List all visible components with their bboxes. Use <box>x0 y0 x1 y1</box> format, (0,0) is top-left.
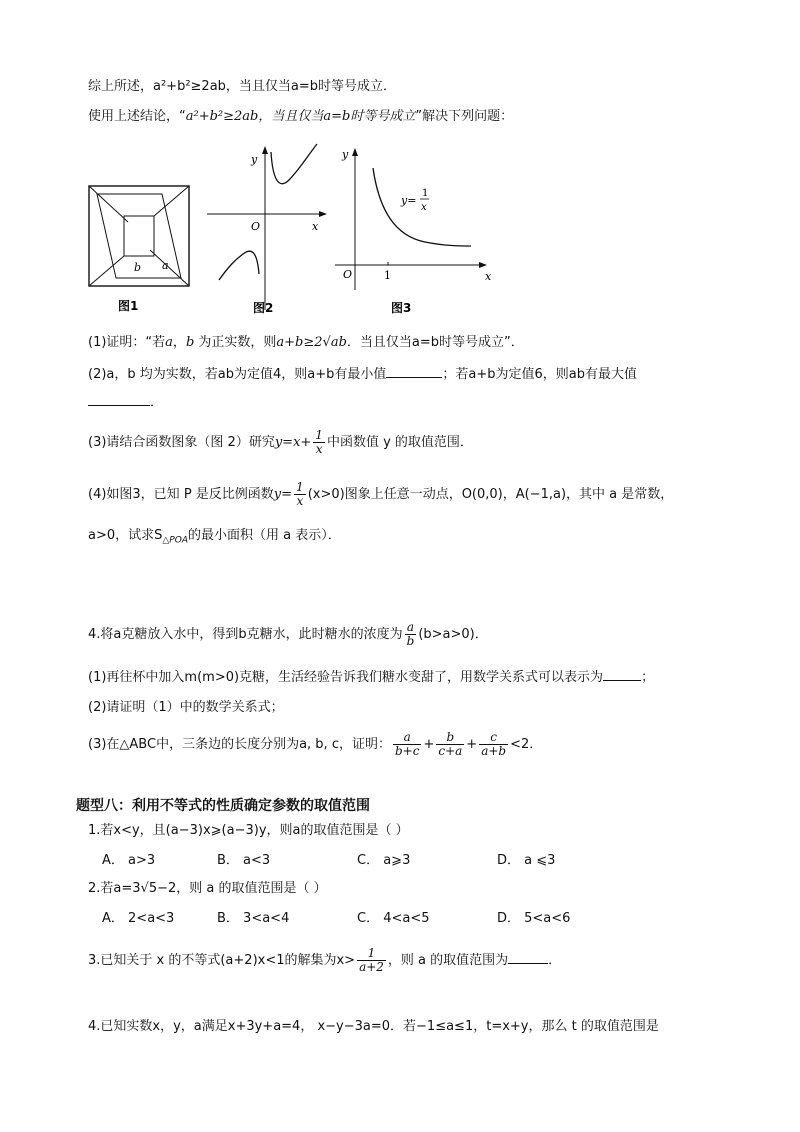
s1-option-c[interactable]: C． a⩾3 <box>357 853 411 868</box>
q3-p4-pre: (4)如图3，已知 P 是反比例函数 <box>88 487 274 502</box>
fig2-label-x: x <box>312 220 319 233</box>
q3-p4-fraction <box>294 481 306 508</box>
q4-intro-pre: 4.将a克糖放入水中，得到b克糖水，此时糖水的浓度为 <box>88 627 403 642</box>
s2-stem: 2.若a=3√5−2，则 a 的取值范围是（ ） <box>88 881 327 896</box>
fig3-label-o: O <box>343 268 353 281</box>
fig3-y-arrow <box>352 148 358 156</box>
s3-den: a+2 <box>359 960 384 974</box>
figure-3 <box>335 140 495 318</box>
s1-option-b[interactable]: B． a<3 <box>217 853 271 868</box>
q4-intro <box>88 620 488 650</box>
q4-f1-num: a <box>393 731 421 745</box>
fig2-curve-lower <box>219 251 259 280</box>
q3-p4-den: x <box>296 494 304 508</box>
q3-part-1 <box>88 334 524 352</box>
fig1-diagonal-1 <box>89 186 128 222</box>
fig1-diagonal-3 <box>150 250 189 286</box>
fig3-func-num: 1 <box>422 188 429 199</box>
fig1-inner-square <box>124 216 154 256</box>
q4-intro-num: a <box>405 621 417 635</box>
s1-option-d[interactable]: D． a ⩽3 <box>497 853 556 868</box>
q4-f3-num: c <box>479 731 508 745</box>
q3-p4-line2-sub: △POA <box>162 535 188 546</box>
q4-p3-fraction-3 <box>479 731 508 758</box>
q3-p1-mid: 为正实数，则 <box>194 335 277 350</box>
q3-p4-func-pre: y= <box>273 487 293 502</box>
q3-part-2 <box>88 366 637 384</box>
s3-blank[interactable] <box>508 963 548 964</box>
fig3-label-x: x <box>485 270 492 283</box>
s3-post: ，则 a 的取值范围为 <box>387 953 509 968</box>
q3-p3-post: 中函数值 y 的取值范围． <box>326 435 473 450</box>
s3-num: 1 <box>357 947 386 961</box>
use-intro-line <box>88 108 513 126</box>
use-intro-pre: 使用上述结论，“ <box>88 109 186 124</box>
q4-p3-fraction-2 <box>436 731 464 758</box>
fig1-diagonal-4 <box>89 256 124 286</box>
q4-f1-den: b+c <box>394 744 420 758</box>
fig1-diagonal-2 <box>154 186 189 216</box>
q4-part-1 <box>88 669 654 687</box>
q3-part-4 <box>88 480 673 510</box>
q4-intro-den: b <box>406 634 415 648</box>
q3-p3-den: x <box>315 442 323 456</box>
s2-option-b[interactable]: B． 3<a<4 <box>217 911 290 926</box>
q4-part-2: (2)请证明（1）中的数学关系式； <box>88 700 284 715</box>
s1-option-a[interactable]: A． a>3 <box>102 853 156 868</box>
q3-p2-pre: (2)a，b 均为实数，若ab为定值4，则a+b有最小值 <box>88 367 387 382</box>
q3-p2-mid: ；若a+b为定值6，则ab有最大值 <box>442 367 637 382</box>
q4-f2-num: b <box>436 731 464 745</box>
q4-p3-post: <2． <box>510 737 543 752</box>
s2-option-d[interactable]: D． 5<a<6 <box>497 911 571 926</box>
q3-part-4-line2 <box>88 527 341 545</box>
q3-p3-num: 1 <box>315 428 323 442</box>
q4-p3-fraction-1 <box>393 731 421 758</box>
s1-stem: 1.若x<y，且(a−3)x⩾(a−3)y，则a的取值范围是（ ） <box>88 823 409 838</box>
q3-p4-line2-pre: a>0，试求S <box>88 528 163 543</box>
q3-p1-formula: a+b≥2√ab <box>276 335 347 350</box>
q3-p3-func-pre: y=x+ <box>274 435 312 450</box>
fig1-label-a: a <box>162 259 169 272</box>
fig3-x-arrow <box>479 262 487 268</box>
use-intro-formula: a²+b²≥2ab，当且仅当a=b时等号成立 <box>185 109 416 124</box>
use-intro-post: ”解决下列问题： <box>415 109 514 124</box>
q3-p4-line2-post: 的最小面积（用 a 表示）． <box>187 528 341 543</box>
fig3-func-pre: y= <box>401 194 417 207</box>
q3-p4-post: (x>0)图象上任意一动点，O(0,0)，A(−1,a)，其中 a 是常数， <box>307 487 674 502</box>
q3-p1-post: ．当且仅当a=b时等号成立”． <box>346 335 524 350</box>
s2-option-a[interactable]: A． 2<a<3 <box>102 911 175 926</box>
q3-p3-pre: (3)请结合函数图象（图 2）研究 <box>88 435 275 450</box>
fig2-x-arrow <box>319 211 327 217</box>
fig2-label-o: O <box>251 220 261 233</box>
q3-p2-blank-1[interactable] <box>386 377 442 378</box>
q3-p1-pre: (1)证明：“若 <box>88 335 166 350</box>
q4-f3-den: a+b <box>481 744 507 758</box>
q3-part-2-cont <box>88 394 163 412</box>
q3-p2-blank-2[interactable] <box>88 405 150 406</box>
q3-p1-a: a <box>165 335 173 350</box>
q3-p4-num: 1 <box>296 480 304 494</box>
figure-2 <box>205 140 335 318</box>
q4-f2-den: c+a <box>438 744 463 758</box>
q4-part-3 <box>88 728 542 762</box>
fig2-y-arrow <box>262 146 268 154</box>
q4-intro-post: (b>a>0)． <box>418 627 488 642</box>
fig1-label-b: b <box>134 261 142 274</box>
q4-plus-1: + <box>423 737 435 752</box>
s2-option-c[interactable]: C． 4<a<5 <box>357 911 430 926</box>
fig2-caption: 图2 <box>253 301 274 315</box>
s3-stem <box>88 944 561 978</box>
q4-p1-end: ； <box>641 670 655 685</box>
q4-intro-fraction <box>405 621 417 648</box>
fig3-caption: 图3 <box>391 301 412 315</box>
q3-p1-b: b <box>185 335 195 350</box>
fig1-caption: 图1 <box>118 299 139 313</box>
fig3-func-den: x <box>421 202 427 213</box>
s3-end: ． <box>548 953 562 968</box>
section-heading: 题型八：利用不等式的性质确定参数的取值范围 <box>76 798 370 814</box>
fig2-curve-upper <box>271 144 317 184</box>
q3-p1-comma: ， <box>172 335 186 350</box>
s3-fraction <box>357 947 386 974</box>
fig3-label-one: 1 <box>384 269 391 282</box>
fig3-label-y: y <box>342 148 349 161</box>
q4-p1-blank[interactable] <box>603 680 641 681</box>
conclusion-line: 综上所述，a²+b²≥2ab，当且仅当a=b时等号成立． <box>88 79 397 94</box>
s3-pre: 3.已知关于 x 的不等式(a+2)x<1的解集为x> <box>88 953 356 968</box>
q3-p2-end: ． <box>150 395 164 410</box>
fig2-label-y: y <box>251 153 258 166</box>
figure-1 <box>88 182 193 317</box>
q4-plus-2: + <box>466 737 478 752</box>
q3-p3-fraction <box>313 429 325 456</box>
s4-stem: 4.已知实数x，y，a满足x+3y+a=4， x−y−3a=0．若−1≤a≤1，t=x+y，那么 t 的取值范围是 <box>88 1019 659 1034</box>
q4-p3-pre: (3)在△ABC中，三条边的长度分别为a, b, c，证明： <box>88 737 391 752</box>
q3-part-3 <box>88 428 473 458</box>
q4-p1-text: (1)再往杯中加入m(m>0)克糖，生活经验告诉我们糖水变甜了，用数学关系式可以表示为 <box>88 670 604 685</box>
